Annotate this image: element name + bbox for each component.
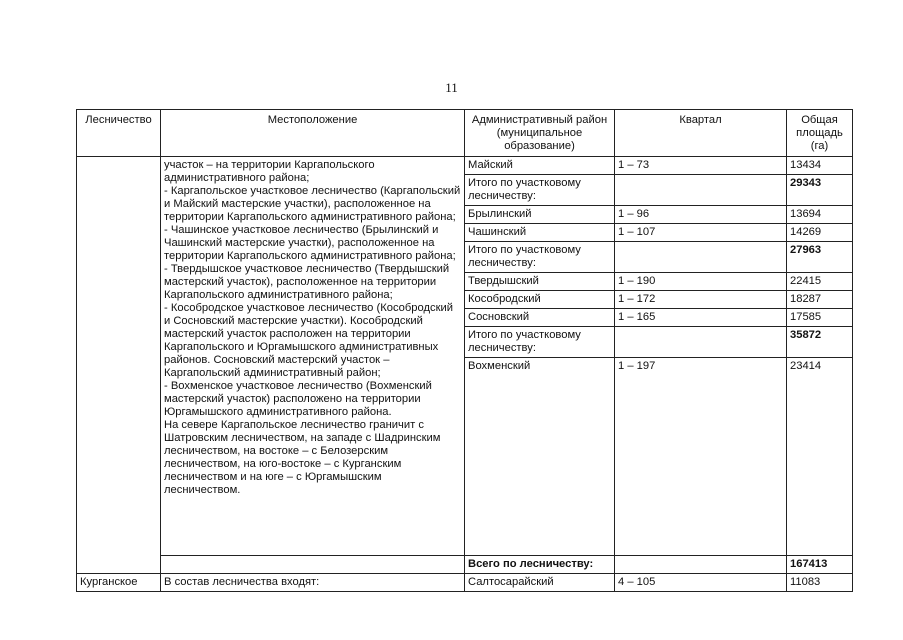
quarter-cell [615, 175, 787, 206]
quarter-cell: 4 – 105 [615, 574, 787, 592]
quarter-cell [615, 242, 787, 273]
quarter-cell: 1 – 73 [615, 157, 787, 175]
header-area: Общая площадь (га) [787, 110, 853, 157]
area-cell: 29343 [787, 175, 853, 206]
district-cell: Брылинский [465, 206, 615, 224]
quarter-cell [615, 327, 787, 358]
quarter-cell: 1 – 197 [615, 358, 787, 556]
quarter-cell: 1 – 165 [615, 309, 787, 327]
area-cell: 22415 [787, 273, 853, 291]
total-row [77, 556, 853, 574]
forestry-name: Курганское [77, 574, 161, 592]
area-cell: 35872 [787, 327, 853, 358]
header-district: Административный район (муниципальное образование) [465, 110, 615, 157]
header-row [77, 110, 853, 157]
district-cell: Сосновский [465, 309, 615, 327]
district-cell: Майский [465, 157, 615, 175]
page-number: 11 [445, 80, 458, 95]
header-quarter: Квартал [615, 110, 787, 157]
district-cell: Вохменский [465, 358, 615, 556]
area-cell: 18287 [787, 291, 853, 309]
area-cell: 23414 [787, 358, 853, 556]
district-cell: Твердышский [465, 273, 615, 291]
quarter-cell: 1 – 107 [615, 224, 787, 242]
quarter-cell: 1 – 96 [615, 206, 787, 224]
district-cell: Кособродский [465, 291, 615, 309]
header-forestry: Лесничество [77, 110, 161, 157]
quarter-cell: 1 – 172 [615, 291, 787, 309]
district-cell: Итого по участковому лесничеству: [465, 327, 615, 358]
table-row [77, 157, 853, 175]
district-cell: Итого по участковому лесничеству: [465, 242, 615, 273]
district-cell: Чашинский [465, 224, 615, 242]
area-cell: 14269 [787, 224, 853, 242]
quarter-cell: 1 – 190 [615, 273, 787, 291]
forestry-cell [77, 157, 161, 574]
header-location: Местоположение [161, 110, 465, 157]
location-cell: В состав лесничества входят: [161, 574, 465, 592]
total-area: 167413 [787, 556, 853, 574]
quarter-cell [615, 556, 787, 574]
area-cell: 11083 [787, 574, 853, 592]
location-cell [161, 556, 465, 574]
location-description: участок – на территории Каргапольского административного района; - Каргапольское участковое лесничество (Каргапольский и Майский мастерские участки), расположенное на территории Каргапольского административного района; - Чашинское участковое лесничество (Брылинский и Чашинский мастерские участки), расположенное на территории Каргапольского административного района; - Твердышское участковое лесничество (Твердышский мастерский участок), расположенное на территории Каргапольского административного района; - Кособродское участковое лесничество (Кособродский и Сосновский мастерские участки). Кособродский мастерский участок расположен на территории Каргапольского и Юргамышского административных районов. Сосновский мастерский участок – Каргапольский административный район; - Вохменское участковое лесничество (Вохменский мастерский участок) расположено на территории Юргамышского административного района. На севере Каргапольское лесничество граничит с Шатровским лесничеством, на западе с Шадринским лесничеством, на востоке – с Белозерским лесничеством, на юго-востоке – с Курганским лесничеством и на юге – с Юргамышским лесничеством. [161, 157, 465, 556]
area-cell: 13434 [787, 157, 853, 175]
area-cell: 17585 [787, 309, 853, 327]
table-row [77, 574, 853, 592]
district-cell: Салтосарайский [465, 574, 615, 592]
forestry-table [76, 109, 853, 592]
area-cell: 13694 [787, 206, 853, 224]
total-label: Всего по лесничеству: [465, 556, 615, 574]
district-cell: Итого по участковому лесничеству: [465, 175, 615, 206]
area-cell: 27963 [787, 242, 853, 273]
